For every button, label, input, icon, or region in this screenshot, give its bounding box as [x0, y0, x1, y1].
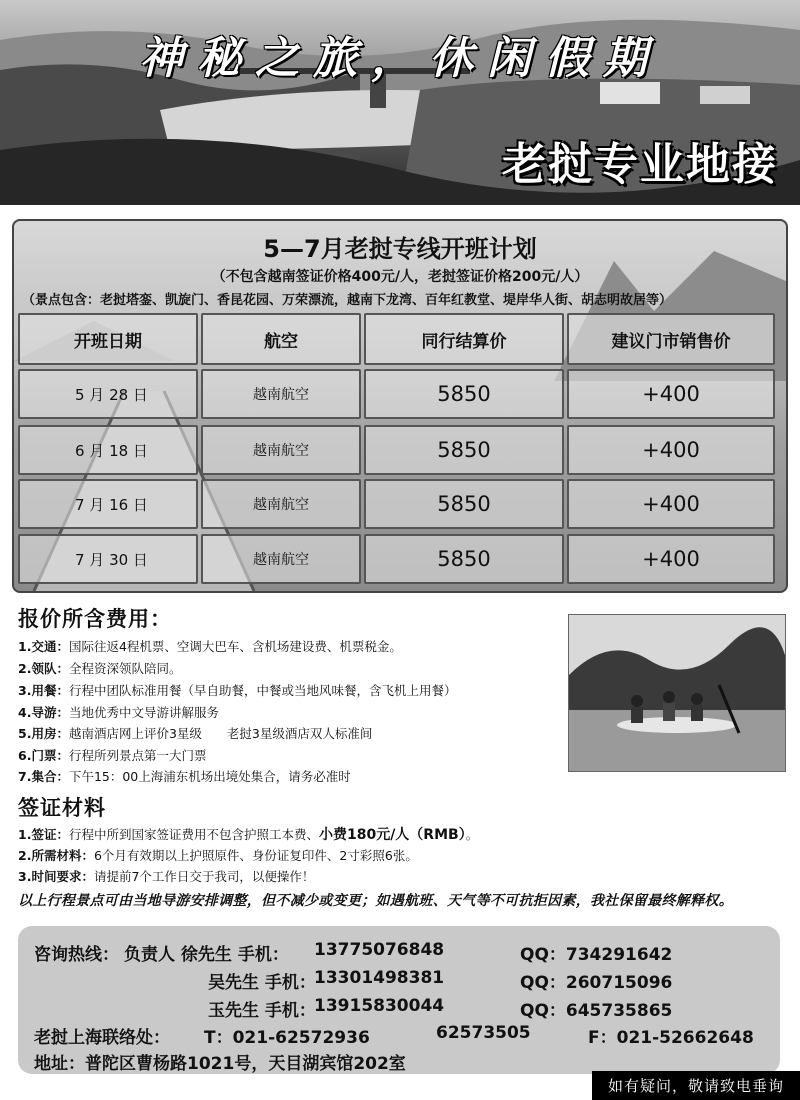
inquiry-note: 如有疑问，敬请致电垂询 — [592, 1071, 800, 1100]
row-date: 7 月 16 日 — [18, 479, 198, 529]
fee-text: 行程中团队标准用餐（早自助餐，中餐或当地风味餐，含飞机上用餐） — [68, 683, 457, 698]
row-retail: +400 — [567, 534, 775, 584]
table-row — [18, 479, 780, 529]
banner-slogan: 神秘之旅，休闲假期 — [139, 33, 661, 84]
fee-label: 7.集合： — [18, 769, 69, 784]
fee-item — [18, 746, 206, 764]
row-airline: 越南航空 — [201, 369, 361, 419]
sights-note: （景点包含：老挝塔銮、凯旋门、香昆花园、万荣漂流，越南下龙湾、百年红教堂、堤岸华人街、胡志明故居等） — [22, 293, 673, 308]
fee-text: 越南酒店网上评价3星级 老挝3星级酒店双人标准间 — [68, 726, 373, 741]
contact-name: 吴先生 手机： — [208, 973, 316, 993]
kayak-photo — [568, 614, 786, 772]
row-date: 7 月 30 日 — [18, 534, 198, 584]
contact-name: 玉先生 手机： — [208, 1001, 316, 1021]
fee-label: 2.领队： — [18, 661, 69, 676]
office-tel: T：021-62572936 — [204, 1028, 370, 1048]
header-banner — [0, 0, 800, 205]
fee-item — [18, 659, 181, 677]
header-date: 开班日期 — [18, 313, 198, 365]
table-header — [18, 313, 780, 365]
visa-label: 3.时间要求： — [18, 869, 94, 884]
contact-qq: QQ：260715096 — [520, 973, 673, 993]
row-airline: 越南航空 — [201, 534, 361, 584]
table-row — [18, 534, 780, 584]
schedule-panel — [12, 219, 788, 593]
contact-name: 负责人 徐先生 手机： — [124, 945, 289, 965]
contact-phone: 13301498381 — [314, 968, 445, 988]
row-price: 5850 — [364, 479, 564, 529]
fee-label: 3.用餐： — [18, 683, 69, 698]
visa-heading: 签证材料 — [18, 796, 106, 820]
row-price: 5850 — [364, 425, 564, 475]
row-airline: 越南航空 — [201, 479, 361, 529]
visa-text: 6个月有效期以上护照原件、身份证复印件、2寸彩照6张。 — [93, 848, 418, 863]
fee-text: 当地优秀中文导游讲解服务 — [68, 705, 219, 720]
fee-text: 下午15：00上海浦东机场出境处集合，请务必准时 — [68, 769, 351, 784]
row-airline: 越南航空 — [201, 425, 361, 475]
row-price: 5850 — [364, 369, 564, 419]
visa-tail: 。 — [465, 827, 479, 842]
visa-text: 请提前7个工作日交于我司，以便操作！ — [93, 869, 315, 884]
fee-item — [18, 703, 219, 721]
fee-label: 4.导游： — [18, 705, 69, 720]
header-net-price: 同行结算价 — [364, 313, 564, 365]
contact-box — [18, 926, 780, 1074]
header-airline: 航空 — [201, 313, 361, 365]
visa-item — [18, 867, 314, 885]
fee-item — [18, 767, 351, 785]
office-address: 地址：普陀区曹杨路1021号，天目湖宾馆202室 — [34, 1054, 406, 1074]
table-row — [18, 369, 780, 419]
visa-item — [18, 824, 478, 844]
contact-phone: 13915830044 — [314, 996, 445, 1016]
fee-item — [18, 724, 372, 742]
fee-label: 5.用房： — [18, 726, 69, 741]
table-row — [18, 425, 780, 475]
fee-label: 1.交通： — [18, 639, 69, 654]
visa-tip-fee: 小费180元/人（RMB） — [318, 827, 466, 843]
banner-brand: 老挝专业地接 — [502, 139, 778, 190]
disclaimer-text: 以上行程景点可由当地导游安排调整，但不减少或变更；如遇航班、天气等不可抗拒因素，我社保留最终解释权。 — [18, 893, 733, 909]
fee-item — [18, 681, 456, 699]
row-retail: +400 — [567, 479, 775, 529]
contact-qq: QQ：734291642 — [520, 945, 673, 965]
fees-heading: 报价所含费用： — [18, 607, 172, 631]
fee-text: 国际往返4程机票、空调大巴车、含机场建设费、机票税金。 — [68, 639, 402, 654]
fee-text: 全程资深领队陪同。 — [68, 661, 182, 676]
visa-item — [18, 846, 418, 864]
visa-label: 1.签证： — [18, 827, 69, 842]
office-tel-2: 62573505 — [436, 1023, 531, 1043]
visa-text: 行程中所到国家签证费用不包含护照工本费、 — [68, 827, 319, 842]
schedule-title: 5—7月老挝专线开班计划 — [263, 235, 537, 263]
header-retail-price: 建议门市销售价 — [567, 313, 775, 365]
fee-item — [18, 637, 402, 655]
contact-phone: 13775076848 — [314, 940, 445, 960]
row-retail: +400 — [567, 425, 775, 475]
row-price: 5850 — [364, 534, 564, 584]
visa-label: 2.所需材料： — [18, 848, 94, 863]
fee-label: 6.门票： — [18, 748, 69, 763]
visa-price-note: （不包含越南签证价格400元/人，老挝签证价格200元/人） — [211, 269, 589, 285]
hotline-label: 咨询热线： — [34, 945, 119, 965]
office-label: 老挝上海联络处： — [34, 1028, 170, 1048]
fee-text: 行程所列景点第一大门票 — [68, 748, 207, 763]
contact-qq: QQ：645735865 — [520, 1001, 673, 1021]
row-date: 6 月 18 日 — [18, 425, 198, 475]
office-fax: F：021-52662648 — [588, 1028, 754, 1048]
row-date: 5 月 28 日 — [18, 369, 198, 419]
row-retail: +400 — [567, 369, 775, 419]
